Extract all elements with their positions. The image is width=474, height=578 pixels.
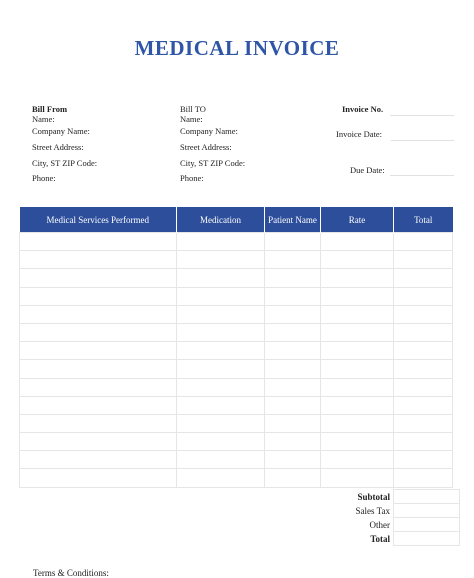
table-cell[interactable] [394, 287, 453, 305]
header-total: Total [394, 207, 453, 233]
invoice-date-field[interactable] [391, 140, 454, 141]
table-cell[interactable] [20, 305, 177, 323]
totals-row-other [320, 518, 460, 532]
table-cell[interactable] [265, 251, 321, 269]
bill-from-company: Company Name: [32, 126, 90, 136]
table-cell[interactable] [177, 269, 265, 287]
table-cell[interactable] [265, 287, 321, 305]
subtotal-label: Subtotal [320, 490, 394, 504]
bill-from-block [32, 103, 97, 185]
table-cell[interactable] [177, 251, 265, 269]
table-row [20, 342, 453, 360]
other-value[interactable] [394, 518, 460, 532]
table-row [20, 287, 453, 305]
table-cell[interactable] [20, 414, 177, 432]
table-cell[interactable] [265, 269, 321, 287]
table-cell[interactable] [321, 342, 394, 360]
table-row [20, 414, 453, 432]
table-cell[interactable] [177, 233, 265, 251]
table-cell[interactable] [394, 396, 453, 414]
table-row [20, 451, 453, 469]
due-date-field[interactable] [390, 175, 454, 176]
table-cell[interactable] [177, 378, 265, 396]
table-cell[interactable] [177, 451, 265, 469]
table-cell[interactable] [321, 287, 394, 305]
table-cell[interactable] [177, 414, 265, 432]
terms-label: Terms & Conditions: [33, 568, 109, 578]
table-row [20, 305, 453, 323]
table-cell[interactable] [177, 287, 265, 305]
table-cell[interactable] [321, 433, 394, 451]
header-patient-name: Patient Name [265, 207, 321, 233]
bill-to-block [180, 103, 245, 185]
totals-row-subtotal [320, 490, 460, 504]
table-cell[interactable] [177, 323, 265, 341]
table-cell[interactable] [321, 451, 394, 469]
table-row [20, 378, 453, 396]
table-cell[interactable] [265, 305, 321, 323]
bill-to-company: Company Name: [180, 126, 238, 136]
table-cell[interactable] [177, 360, 265, 378]
table-cell[interactable] [321, 378, 394, 396]
table-cell[interactable] [394, 251, 453, 269]
table-cell[interactable] [20, 469, 177, 487]
table-cell[interactable] [20, 287, 177, 305]
table-cell[interactable] [177, 342, 265, 360]
table-row [20, 396, 453, 414]
bill-to-city: City, ST ZIP Code: [180, 158, 246, 168]
table-row [20, 269, 453, 287]
table-cell[interactable] [265, 433, 321, 451]
table-cell[interactable] [265, 414, 321, 432]
table-row [20, 469, 453, 487]
table-cell[interactable] [394, 305, 453, 323]
invoice-title: MEDICAL INVOICE [134, 36, 340, 60]
table-cell[interactable] [394, 360, 453, 378]
bill-to-name: Name: [180, 114, 203, 124]
header-rate: Rate [321, 207, 394, 233]
table-row [20, 323, 453, 341]
table-cell[interactable] [20, 396, 177, 414]
table-cell[interactable] [321, 233, 394, 251]
table-header-row [20, 207, 453, 233]
table-cell[interactable] [265, 233, 321, 251]
table-cell[interactable] [20, 233, 177, 251]
table-cell[interactable] [321, 305, 394, 323]
table-cell[interactable] [177, 396, 265, 414]
table-row [20, 360, 453, 378]
table-cell[interactable] [265, 342, 321, 360]
bill-from-name: Name: [32, 114, 55, 124]
total-value[interactable] [394, 532, 460, 546]
table-cell[interactable] [321, 269, 394, 287]
table-cell[interactable] [20, 433, 177, 451]
table-cell[interactable] [20, 451, 177, 469]
bill-from-heading: Bill From [32, 104, 68, 114]
table-cell[interactable] [20, 360, 177, 378]
header-services: Medical Services Performed [20, 207, 177, 233]
table-cell[interactable] [177, 305, 265, 323]
sales-tax-value[interactable] [394, 504, 460, 518]
totals-row-total [320, 532, 460, 546]
services-table [19, 207, 453, 488]
invoice-number-label: Invoice No. [342, 104, 384, 114]
table-cell[interactable] [265, 396, 321, 414]
table-row [20, 233, 453, 251]
table-cell[interactable] [321, 251, 394, 269]
table-cell[interactable] [265, 360, 321, 378]
table-cell[interactable] [177, 433, 265, 451]
table-cell[interactable] [394, 342, 453, 360]
bill-from-street: Street Address: [32, 142, 84, 152]
table-cell[interactable] [20, 269, 177, 287]
table-cell[interactable] [321, 469, 394, 487]
table-cell[interactable] [177, 469, 265, 487]
table-cell[interactable] [265, 378, 321, 396]
table-cell[interactable] [394, 233, 453, 251]
table-cell[interactable] [20, 323, 177, 341]
table-cell[interactable] [394, 469, 453, 487]
table-cell[interactable] [20, 378, 177, 396]
total-label: Total [320, 532, 394, 546]
bill-from-phone: Phone: [32, 173, 56, 183]
table-row [20, 433, 453, 451]
subtotal-value[interactable] [394, 490, 460, 504]
bill-from-city: City, ST ZIP Code: [32, 158, 98, 168]
table-cell[interactable] [394, 451, 453, 469]
totals-table [320, 489, 460, 546]
table-row [20, 251, 453, 269]
bill-to-heading: Bill TO [180, 104, 206, 114]
table-cell[interactable] [321, 360, 394, 378]
invoice-number-field[interactable] [390, 115, 454, 116]
sales-tax-label: Sales Tax [320, 504, 394, 518]
bill-to-street: Street Address: [180, 142, 232, 152]
table-cell[interactable] [394, 378, 453, 396]
table-cell[interactable] [20, 251, 177, 269]
bill-to-phone: Phone: [180, 173, 204, 183]
table-cell[interactable] [20, 342, 177, 360]
invoice-date-label: Invoice Date: [336, 129, 383, 139]
totals-row-sales-tax [320, 504, 460, 518]
table-cell[interactable] [265, 469, 321, 487]
table-cell[interactable] [394, 269, 453, 287]
table-cell[interactable] [321, 396, 394, 414]
table-cell[interactable] [394, 323, 453, 341]
header-medication: Medication [177, 207, 265, 233]
table-cell[interactable] [321, 414, 394, 432]
table-cell[interactable] [394, 414, 453, 432]
table-cell[interactable] [265, 451, 321, 469]
table-cell[interactable] [265, 323, 321, 341]
table-cell[interactable] [394, 433, 453, 451]
table-cell[interactable] [321, 323, 394, 341]
due-date-label: Due Date: [350, 165, 385, 175]
other-label: Other [320, 518, 394, 532]
